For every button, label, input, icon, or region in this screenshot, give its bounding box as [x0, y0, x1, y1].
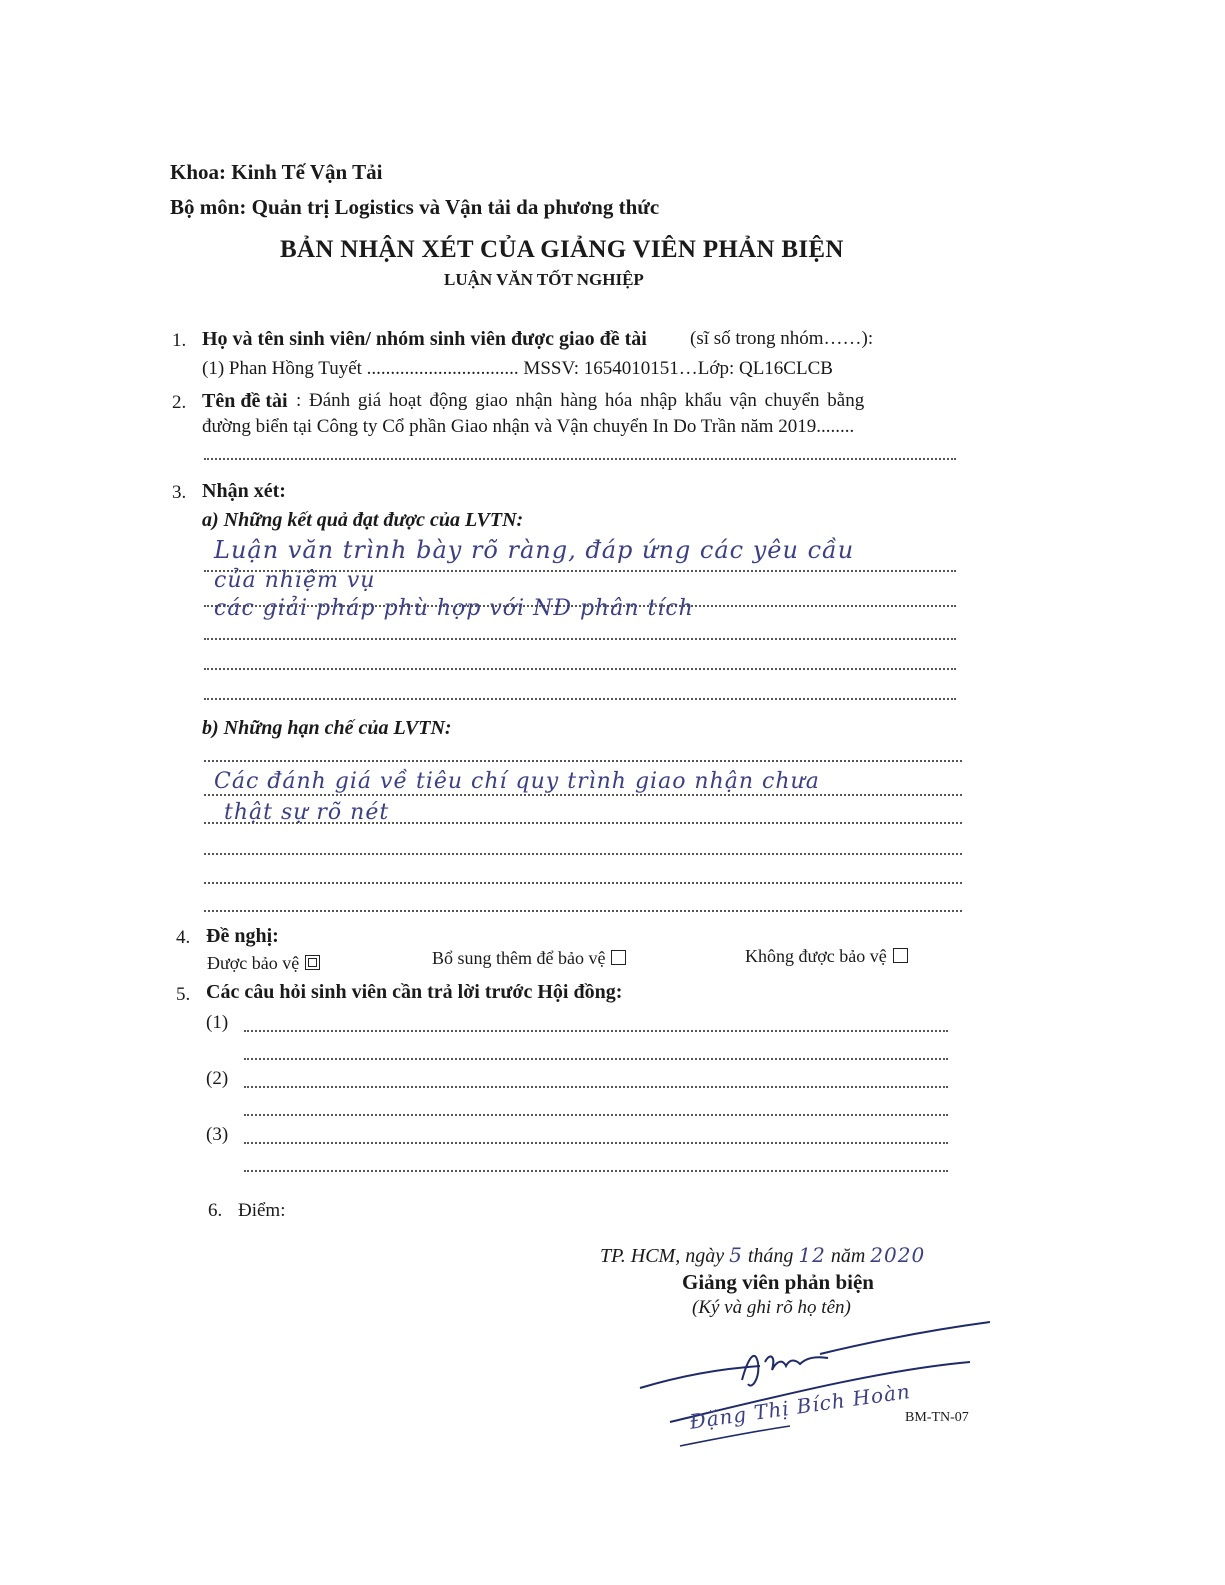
section-4-number: 4. [176, 927, 191, 948]
handwritten-limitations-line-1: Các đánh giá về tiêu chí quy trình giao nhận chưa [214, 769, 820, 794]
option-not-defend-label: Không được bảo vệ [745, 946, 887, 966]
section-1-number: 1. [172, 330, 187, 351]
option-supplement[interactable] [432, 948, 626, 969]
document-subtitle: LUẬN VĂN TỐT NGHIỆP [444, 270, 644, 289]
checkbox-empty-icon[interactable] [611, 950, 626, 965]
achievements-label: a) Những kết quả đạt được của LVTN: [202, 509, 524, 531]
dotted-line [204, 910, 962, 912]
section-2-label: Tên đề tài [202, 390, 288, 412]
dotted-line [244, 1114, 948, 1116]
option-defend[interactable] [207, 953, 320, 974]
option-supplement-label: Bổ sung thêm để bảo vệ [432, 948, 606, 968]
dotted-line [204, 668, 956, 670]
section-1-note: (sĩ số trong nhóm……): [690, 328, 874, 349]
section-5-number: 5. [176, 984, 191, 1005]
section-3-label: Nhận xét: [202, 480, 286, 502]
signature-instruction: (Ký và ghi rõ họ tên) [692, 1297, 851, 1318]
handwritten-achievements-line-2: của nhiệm vụ [214, 568, 376, 593]
checkbox-empty-icon[interactable] [893, 948, 908, 963]
date-year: 2020 [870, 1243, 926, 1267]
handwritten-achievements-line-1: Luận văn trình bày rõ ràng, đáp ứng các yêu cầu [214, 536, 855, 564]
dotted-line [244, 1058, 948, 1060]
question-3-label: (3) [206, 1124, 229, 1145]
dotted-line [204, 882, 962, 884]
question-2-label: (2) [206, 1068, 229, 1089]
student-info-line: (1) Phan Hồng Tuyết ................................ MSSV: 1654010151…Lớp: QL16CLCB [202, 358, 833, 379]
question-1-label: (1) [206, 1012, 229, 1033]
dotted-line [244, 1170, 948, 1172]
section-1-label: Họ và tên sinh viên/ nhóm sinh viên được giao đề tài [202, 328, 647, 350]
dotted-line [204, 698, 956, 700]
dotted-line [244, 1030, 948, 1032]
dotted-line [204, 794, 962, 796]
section-3-number: 3. [172, 482, 187, 503]
section-6-number: 6. [208, 1200, 223, 1221]
handwritten-achievements-line-3: các giải pháp phù hợp với ND phân tích [214, 596, 694, 621]
option-not-defend[interactable] [745, 946, 908, 967]
date-line: TP. HCM, ngày 5 tháng 12 năm 2020 [600, 1243, 926, 1267]
dotted-line [244, 1142, 948, 1144]
dotted-line [244, 1086, 948, 1088]
checkbox-checked-icon[interactable] [305, 955, 320, 970]
faculty-label: Khoa: Kinh Tế Vận Tải [170, 160, 383, 184]
department-label: Bộ môn: Quản trị Logistics và Vận tải da phương thức [170, 195, 660, 219]
thesis-title-line-1: : Đánh giá hoạt động giao nhận hàng hóa nhập khẩu vận chuyển bằng [296, 390, 865, 411]
section-5-label: Các câu hỏi sinh viên cần trả lời trước Hội đồng: [206, 981, 623, 1003]
signer-role: Giảng viên phản biện [682, 1270, 874, 1294]
dotted-line [204, 760, 962, 762]
date-month: 12 [798, 1243, 826, 1267]
handwritten-limitations-line-2: thật sự rõ nét [224, 800, 390, 825]
signer-name: Đặng Thị Bích Hoàn [688, 1378, 913, 1434]
date-day: 5 [729, 1243, 743, 1267]
dotted-line [204, 638, 956, 640]
form-code: BM-TN-07 [905, 1410, 969, 1425]
section-4-label: Đề nghị: [206, 925, 279, 947]
document-title: BẢN NHẬN XÉT CỦA GIẢNG VIÊN PHẢN BIỆN [280, 236, 844, 263]
thesis-title-line-2: đường biển tại Công ty Cổ phần Giao nhận và Vận chuyển In Do Trần năm 2019........ [202, 416, 855, 437]
dotted-line [204, 458, 956, 460]
option-defend-label: Được bảo vệ [207, 953, 300, 973]
dotted-line [204, 853, 962, 855]
score-label: Điểm: [238, 1200, 286, 1221]
section-2-number: 2. [172, 392, 187, 413]
limitations-label: b) Những hạn chế của LVTN: [202, 717, 452, 739]
